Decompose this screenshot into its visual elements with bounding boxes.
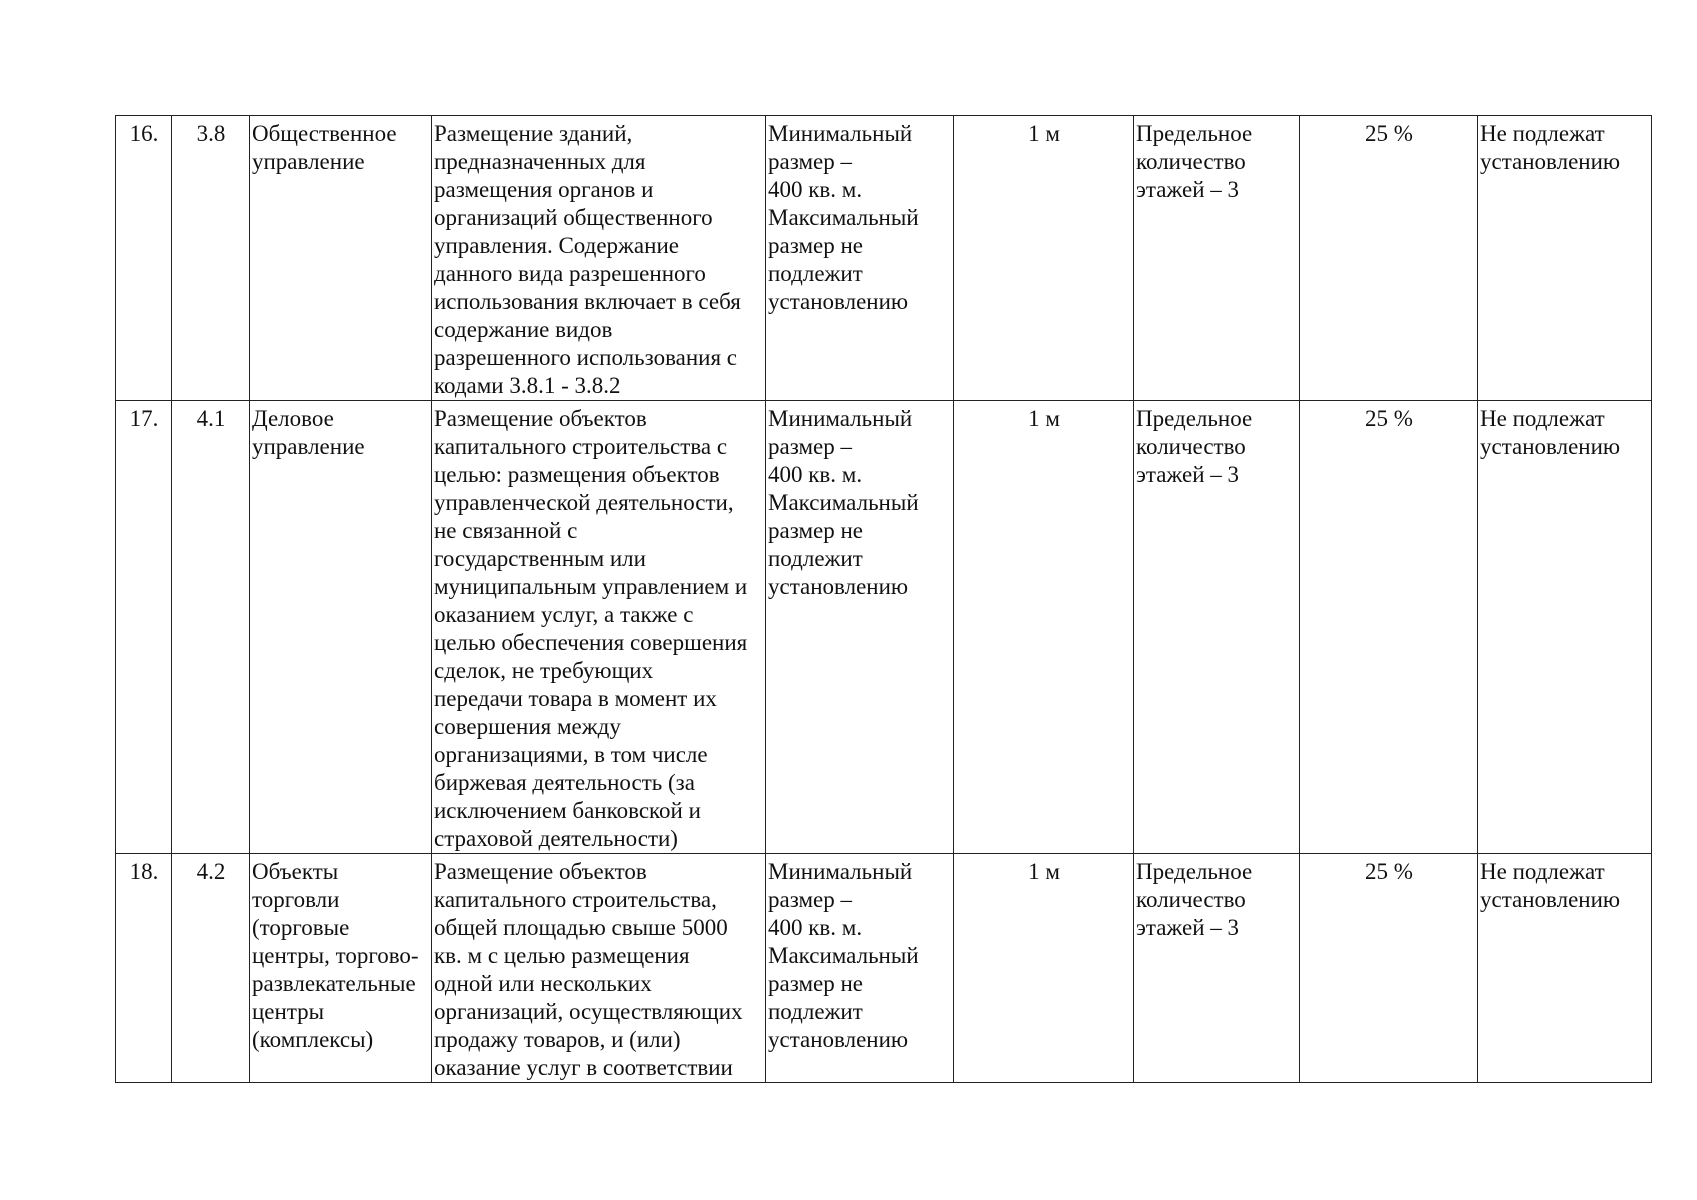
- row-number: 16.: [116, 116, 172, 401]
- max-floors: Предельное количество этажей – 3: [1134, 401, 1300, 854]
- max-floors: Предельное количество этажей – 3: [1134, 116, 1300, 401]
- max-floors: Предельное количество этажей – 3: [1134, 854, 1300, 1083]
- use-code: 3.8: [172, 116, 250, 401]
- building-percent: 25 %: [1300, 401, 1478, 854]
- use-description: Размещение объектов капитального строительства, общей площадью свыше 5000 кв. м с целью размещения одной или нескольких организаций, осуществляющих продажу товаров, и (или) оказание услуг в соответствии: [432, 854, 766, 1083]
- building-percent: 25 %: [1300, 116, 1478, 401]
- use-code: 4.1: [172, 401, 250, 854]
- plot-area: Минимальный размер – 400 кв. м. Максимальный размер не подлежит установлению: [766, 116, 954, 401]
- restrictions: Не подлежат установлению: [1478, 854, 1652, 1083]
- plot-area: Минимальный размер – 400 кв. м. Максимальный размер не подлежит установлению: [766, 854, 954, 1083]
- use-name: Общественное управление: [250, 116, 432, 401]
- land-use-table: [115, 115, 1652, 1083]
- use-name: Объекты торговли (торговые центры, торгово- развлекательные центры (комплексы): [250, 854, 432, 1083]
- table-row: [116, 116, 1652, 401]
- use-description: Размещение зданий, предназначенных для размещения органов и организаций общественного управления. Содержание данного вида разрешенного использования включает в себя содержание видов разрешенного использования с кодами 3.8.1 - 3.8.2: [432, 116, 766, 401]
- table-row: [116, 854, 1652, 1083]
- plot-area: Минимальный размер – 400 кв. м. Максимальный размер не подлежит установлению: [766, 401, 954, 854]
- restrictions: Не подлежат установлению: [1478, 401, 1652, 854]
- min-indent: 1 м: [954, 116, 1134, 401]
- min-indent: 1 м: [954, 854, 1134, 1083]
- use-code: 4.2: [172, 854, 250, 1083]
- use-description: Размещение объектов капитального строительства с целью: размещения объектов управленческой деятельности, не связанной с государственным или муниципальным управлением и оказанием услуг, а также с целью обеспечения совершения сделок, не требующих передачи товара в момент их совершения между организациями, в том числе биржевая деятельность (за исключением банковской и страховой деятельности): [432, 401, 766, 854]
- restrictions: Не подлежат установлению: [1478, 116, 1652, 401]
- table-row: [116, 401, 1652, 854]
- building-percent: 25 %: [1300, 854, 1478, 1083]
- row-number: 17.: [116, 401, 172, 854]
- min-indent: 1 м: [954, 401, 1134, 854]
- row-number: 18.: [116, 854, 172, 1083]
- use-name: Деловое управление: [250, 401, 432, 854]
